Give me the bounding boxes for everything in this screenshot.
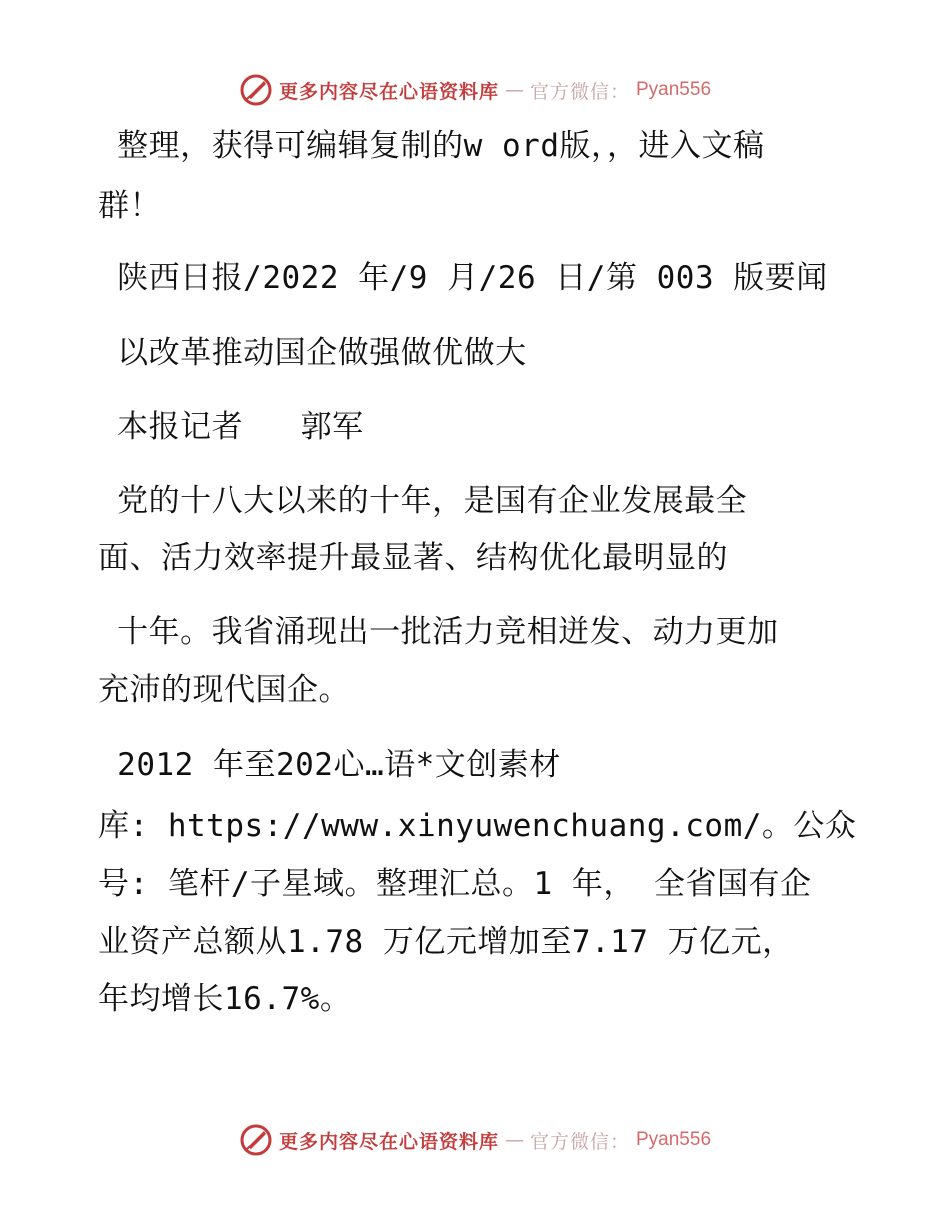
watermark-dash: — — [504, 1129, 524, 1151]
quill-pen-icon — [239, 73, 273, 107]
watermark-banner-top — [0, 70, 950, 110]
watermark-brand: 更多内容尽在心语资料库 — [278, 80, 499, 103]
text-line: 群！ — [98, 188, 161, 224]
text-line: 面、活力效率提升最显著、结构优化最明显的 — [98, 540, 728, 576]
watermark-wechat-id: Pyan556 — [636, 1129, 712, 1150]
watermark-banner-bottom — [0, 1120, 950, 1160]
byline: 本报记者 郭军 — [98, 409, 364, 445]
text-line: 整理，获得可编辑复制的w ord版，，进入文稿 — [98, 128, 765, 164]
text-line: 号: 笔杆/子星域。整理汇总。1 年， 全省国有企 — [98, 866, 812, 902]
dateline: 陕西日报/2022 年/9 月/26 日/第 003 版要闻 — [98, 260, 828, 296]
watermark-label: 官方微信： — [529, 80, 630, 103]
quill-pen-icon — [239, 1123, 273, 1157]
watermark-brand: 更多内容尽在心语资料库 — [278, 1130, 499, 1153]
article-headline: 以改革推动国企做强做优做大 — [98, 335, 527, 371]
text-line: 业资产总额从1.78 万亿元增加至7.17 万亿元， — [98, 924, 794, 960]
text-line: 2012 年至202心…语*文创素材 — [98, 747, 561, 783]
text-line: 十年。我省涌现出一批活力竞相迸发、动力更加 — [98, 614, 779, 650]
text-line: 充沛的现代国企。 — [98, 672, 350, 708]
text-line: 党的十八大以来的十年，是国有企业发展最全 — [98, 483, 748, 519]
text-line: 库: https://www.xinyuwenchuang.com/。公众 — [98, 808, 857, 844]
text-line: 年均增长16.7%。 — [98, 981, 352, 1017]
watermark-label: 官方微信： — [529, 1130, 630, 1153]
watermark-dash: — — [504, 79, 524, 101]
watermark-wechat-id: Pyan556 — [636, 79, 712, 100]
